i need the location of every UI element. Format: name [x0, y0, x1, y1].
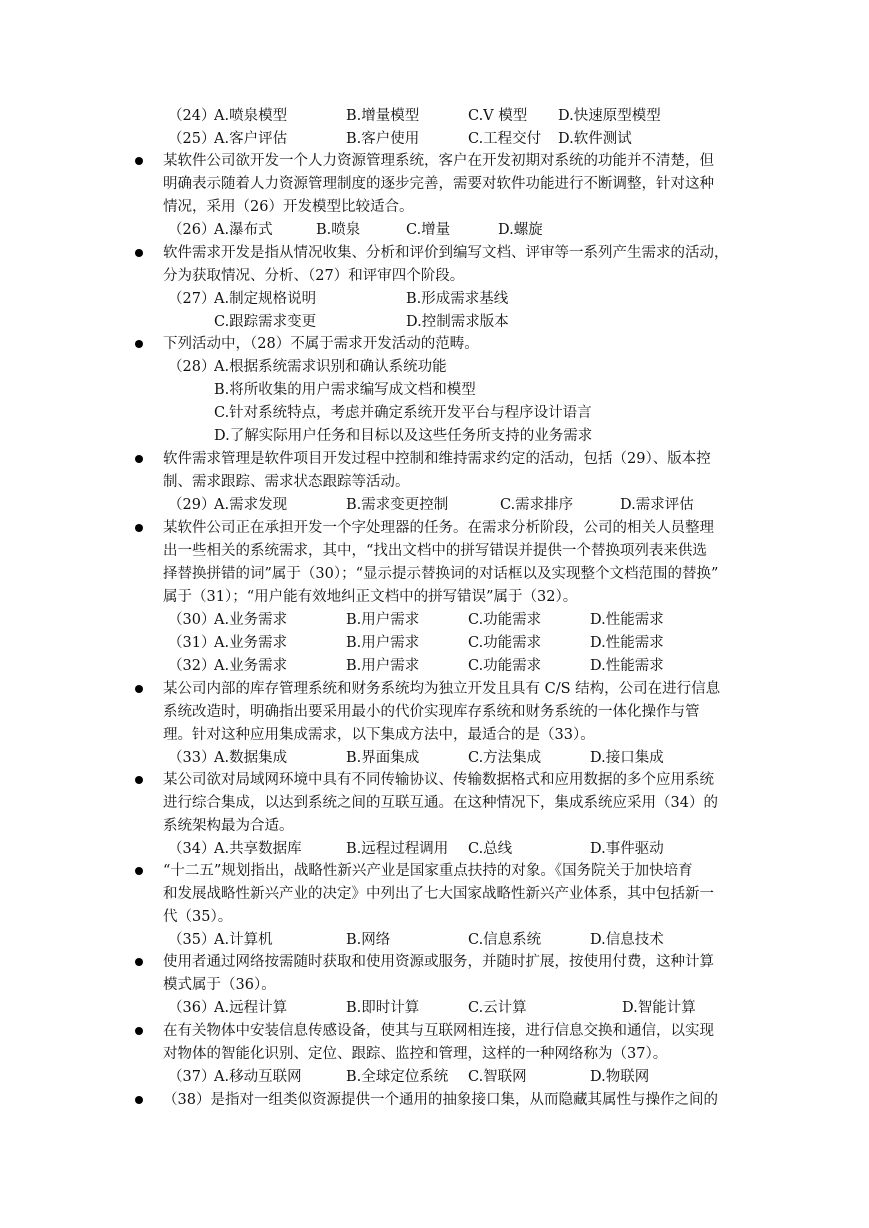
option-c: C.跟踪需求变更: [214, 314, 317, 330]
question-30-stem-line: 属于（31）；“用户能有效地纠正文档中的拼写错误”属于（32）。: [163, 589, 578, 605]
option-d: D.快速原型模型: [558, 108, 661, 124]
question-38-stem-line: （38）是指对一组类似资源提供一个通用的抽象接口集，从而隐藏其属性与操作之间的: [163, 1092, 718, 1108]
question-28-stem-line: 下列活动中，（28）不属于需求开发活动的范畴。: [163, 336, 479, 352]
option-b: B.喷泉: [316, 222, 361, 238]
option-d: D.信息技术: [590, 932, 664, 948]
option-c: C.云计算: [468, 1000, 527, 1016]
question-33-stem-line: 某公司内部的库存管理系统和财务系统均为独立开发且具有 C/S 结构，公司在进行信息: [163, 681, 721, 697]
question-30-stem-line: 择替换拼错的词”属于（30）；“显示提示替换词的对话框以及实现整个文档范围的替换”: [163, 566, 719, 582]
option-c: C.需求排序: [500, 497, 574, 513]
option-b: B.客户使用: [346, 131, 420, 147]
option-c: C.功能需求: [468, 635, 542, 651]
question-26-stem-line: 明确表示随着人力资源管理制度的逐步完善，需要对软件功能进行不断调整，针对这种: [163, 176, 714, 192]
question-36-stem-line: 模式属于（36）。: [163, 977, 276, 993]
option-a: A.计算机: [214, 932, 273, 948]
option-b: B.形成需求基线: [406, 291, 509, 307]
option-b: B.需求变更控制: [346, 497, 449, 513]
question-37-stem-line: 在有关物体中安装信息传感设备，使其与互联网相连接，进行信息交换和通信，以实现: [163, 1023, 714, 1039]
question-34-stem-line: 某公司欲对局域网环境中具有不同传输协议、传输数据格式和应用数据的多个应用系统: [163, 772, 714, 788]
option-a: A.根据系统需求识别和确认系统功能: [214, 359, 447, 375]
option-b: B.即时计算: [346, 1000, 420, 1016]
option-d: D.事件驱动: [590, 841, 664, 857]
bullet-icon: [135, 455, 143, 463]
option-d: D.性能需求: [590, 635, 664, 651]
question-28-option-d: D.了解实际用户任务和目标以及这些任务所支持的业务需求: [214, 428, 593, 444]
question-28-option-c: C.针对系统特点，考虑并确定系统开发平台与程序设计语言: [214, 405, 592, 421]
option-b: B.用户需求: [346, 635, 420, 651]
option-c: C.智联网: [468, 1069, 527, 1085]
option-b: B.全球定位系统: [346, 1069, 449, 1085]
option-c: C.功能需求: [468, 658, 542, 674]
option-a: A.需求发现: [214, 497, 288, 513]
bullet-icon: [135, 776, 143, 784]
option-c: C.工程交付: [468, 131, 542, 147]
option-c: C.信息系统: [468, 932, 542, 948]
question-number: （24）: [168, 108, 216, 124]
question-number: （33）: [168, 750, 216, 766]
option-c: C.V 模型: [468, 108, 528, 124]
option-d: D.接口集成: [590, 750, 664, 766]
question-35-stem-line: 和发展战略性新兴产业的决定》中列出了七大国家战略性新兴产业体系，其中包括新一: [163, 886, 714, 902]
question-27-stem-line: 软件需求开发是指从情况收集、分析和评价到编写文档、评审等一系列产生需求的活动，: [163, 245, 729, 261]
option-b: B.界面集成: [346, 750, 420, 766]
option-d: D.螺旋: [498, 222, 543, 238]
option-b: B.增量模型: [346, 108, 420, 124]
option-d: D.控制需求版本: [406, 314, 509, 330]
option-a: A.喷泉模型: [214, 108, 288, 124]
option-a: A.业务需求: [214, 612, 288, 628]
question-29-stem-line: 制、需求跟踪、需求状态跟踪等活动。: [163, 474, 410, 490]
option-b: B.远程过程调用: [346, 841, 449, 857]
question-number: （26）: [168, 222, 216, 238]
question-34-stem-line: 进行综合集成，以达到系统之间的互联互通。在这种情况下，集成系统应采用（34）的: [163, 795, 718, 811]
question-36-stem-line: 使用者通过网络按需随时获取和使用资源或服务，并随时扩展，按使用付费，这种计算: [163, 954, 714, 970]
option-a: A.客户评估: [214, 131, 288, 147]
option-d: D.性能需求: [590, 658, 664, 674]
option-a: A.远程计算: [214, 1000, 288, 1016]
question-30-stem-line: 出一些相关的系统需求，其中，“找出文档中的拼写错误并提供一个替换项列表来供选: [163, 543, 707, 559]
question-number: （27）: [168, 291, 216, 307]
bullet-icon: [135, 958, 143, 966]
bullet-icon: [135, 249, 143, 257]
bullet-icon: [135, 867, 143, 875]
option-b: B.用户需求: [346, 612, 420, 628]
question-26-stem-line: 某软件公司欲开发一个人力资源管理系统，客户在开发初期对系统的功能并不清楚，但: [163, 153, 714, 169]
option-a: A.瀑布式: [214, 222, 273, 238]
question-37-stem-line: 对物体的智能化识别、定位、跟踪、监控和管理，这样的一种网络称为（37）。: [163, 1046, 668, 1062]
option-a: A.共享数据库: [214, 841, 302, 857]
question-number: （25）: [168, 131, 216, 147]
question-number: （29）: [168, 497, 216, 513]
question-34-stem-line: 系统架构最为合适。: [163, 818, 294, 834]
question-33-stem-line: 理。针对这种应用集成需求，以下集成方法中，最适合的是（33）。: [163, 727, 595, 743]
bullet-icon: [135, 524, 143, 532]
question-28-option-b: B.将所收集的用户需求编写成文档和模型: [214, 382, 476, 398]
question-27-stem-line: 分为获取情况、分析、（27）和评审四个阶段。: [163, 268, 465, 284]
option-d: D.需求评估: [620, 497, 694, 513]
bullet-icon: [135, 685, 143, 693]
option-a: A.制定规格说明: [214, 291, 317, 307]
option-c: C.方法集成: [468, 750, 542, 766]
option-a: A.业务需求: [214, 658, 288, 674]
option-a: A.移动互联网: [214, 1069, 302, 1085]
bullet-icon: [135, 157, 143, 165]
bullet-icon: [135, 1096, 143, 1104]
bullet-icon: [135, 1027, 143, 1035]
bullet-icon: [135, 340, 143, 348]
option-a: A.业务需求: [214, 635, 288, 651]
option-d: D.物联网: [590, 1069, 650, 1085]
question-26-stem-line: 情况，采用（26）开发模型比较适合。: [163, 199, 414, 215]
option-d: D.性能需求: [590, 612, 664, 628]
question-29-stem-line: 软件需求管理是软件项目开发过程中控制和维持需求约定的活动，包括（29）、版本控: [163, 451, 711, 467]
question-35-stem-line: 代（35）。: [163, 909, 233, 925]
question-number: （37）: [168, 1069, 216, 1085]
question-number: （31）: [168, 635, 216, 651]
option-d: D.软件测试: [558, 131, 632, 147]
question-number: （36）: [168, 1000, 216, 1016]
question-number: （30）: [168, 612, 216, 628]
question-30-stem-line: 某软件公司正在承担开发一个字处理器的任务。在需求分析阶段，公司的相关人员整理: [163, 520, 714, 536]
option-b: B.用户需求: [346, 658, 420, 674]
option-c: C.增量: [406, 222, 451, 238]
question-35-stem-line: “十二五”规划指出，战略性新兴产业是国家重点扶持的对象。《国务院关于加快培育: [163, 863, 693, 879]
option-a: A.数据集成: [214, 750, 288, 766]
option-d: D.智能计算: [622, 1000, 696, 1016]
option-c: C.功能需求: [468, 612, 542, 628]
question-33-stem-line: 系统改造时，明确指出要采用最小的代价实现库存系统和财务系统的一体化操作与管: [163, 704, 700, 720]
question-number: （35）: [168, 932, 216, 948]
question-number: （32）: [168, 658, 216, 674]
option-c: C.总线: [468, 841, 513, 857]
question-number: （28）: [168, 359, 216, 375]
option-b: B.网络: [346, 932, 391, 948]
question-number: （34）: [168, 841, 216, 857]
